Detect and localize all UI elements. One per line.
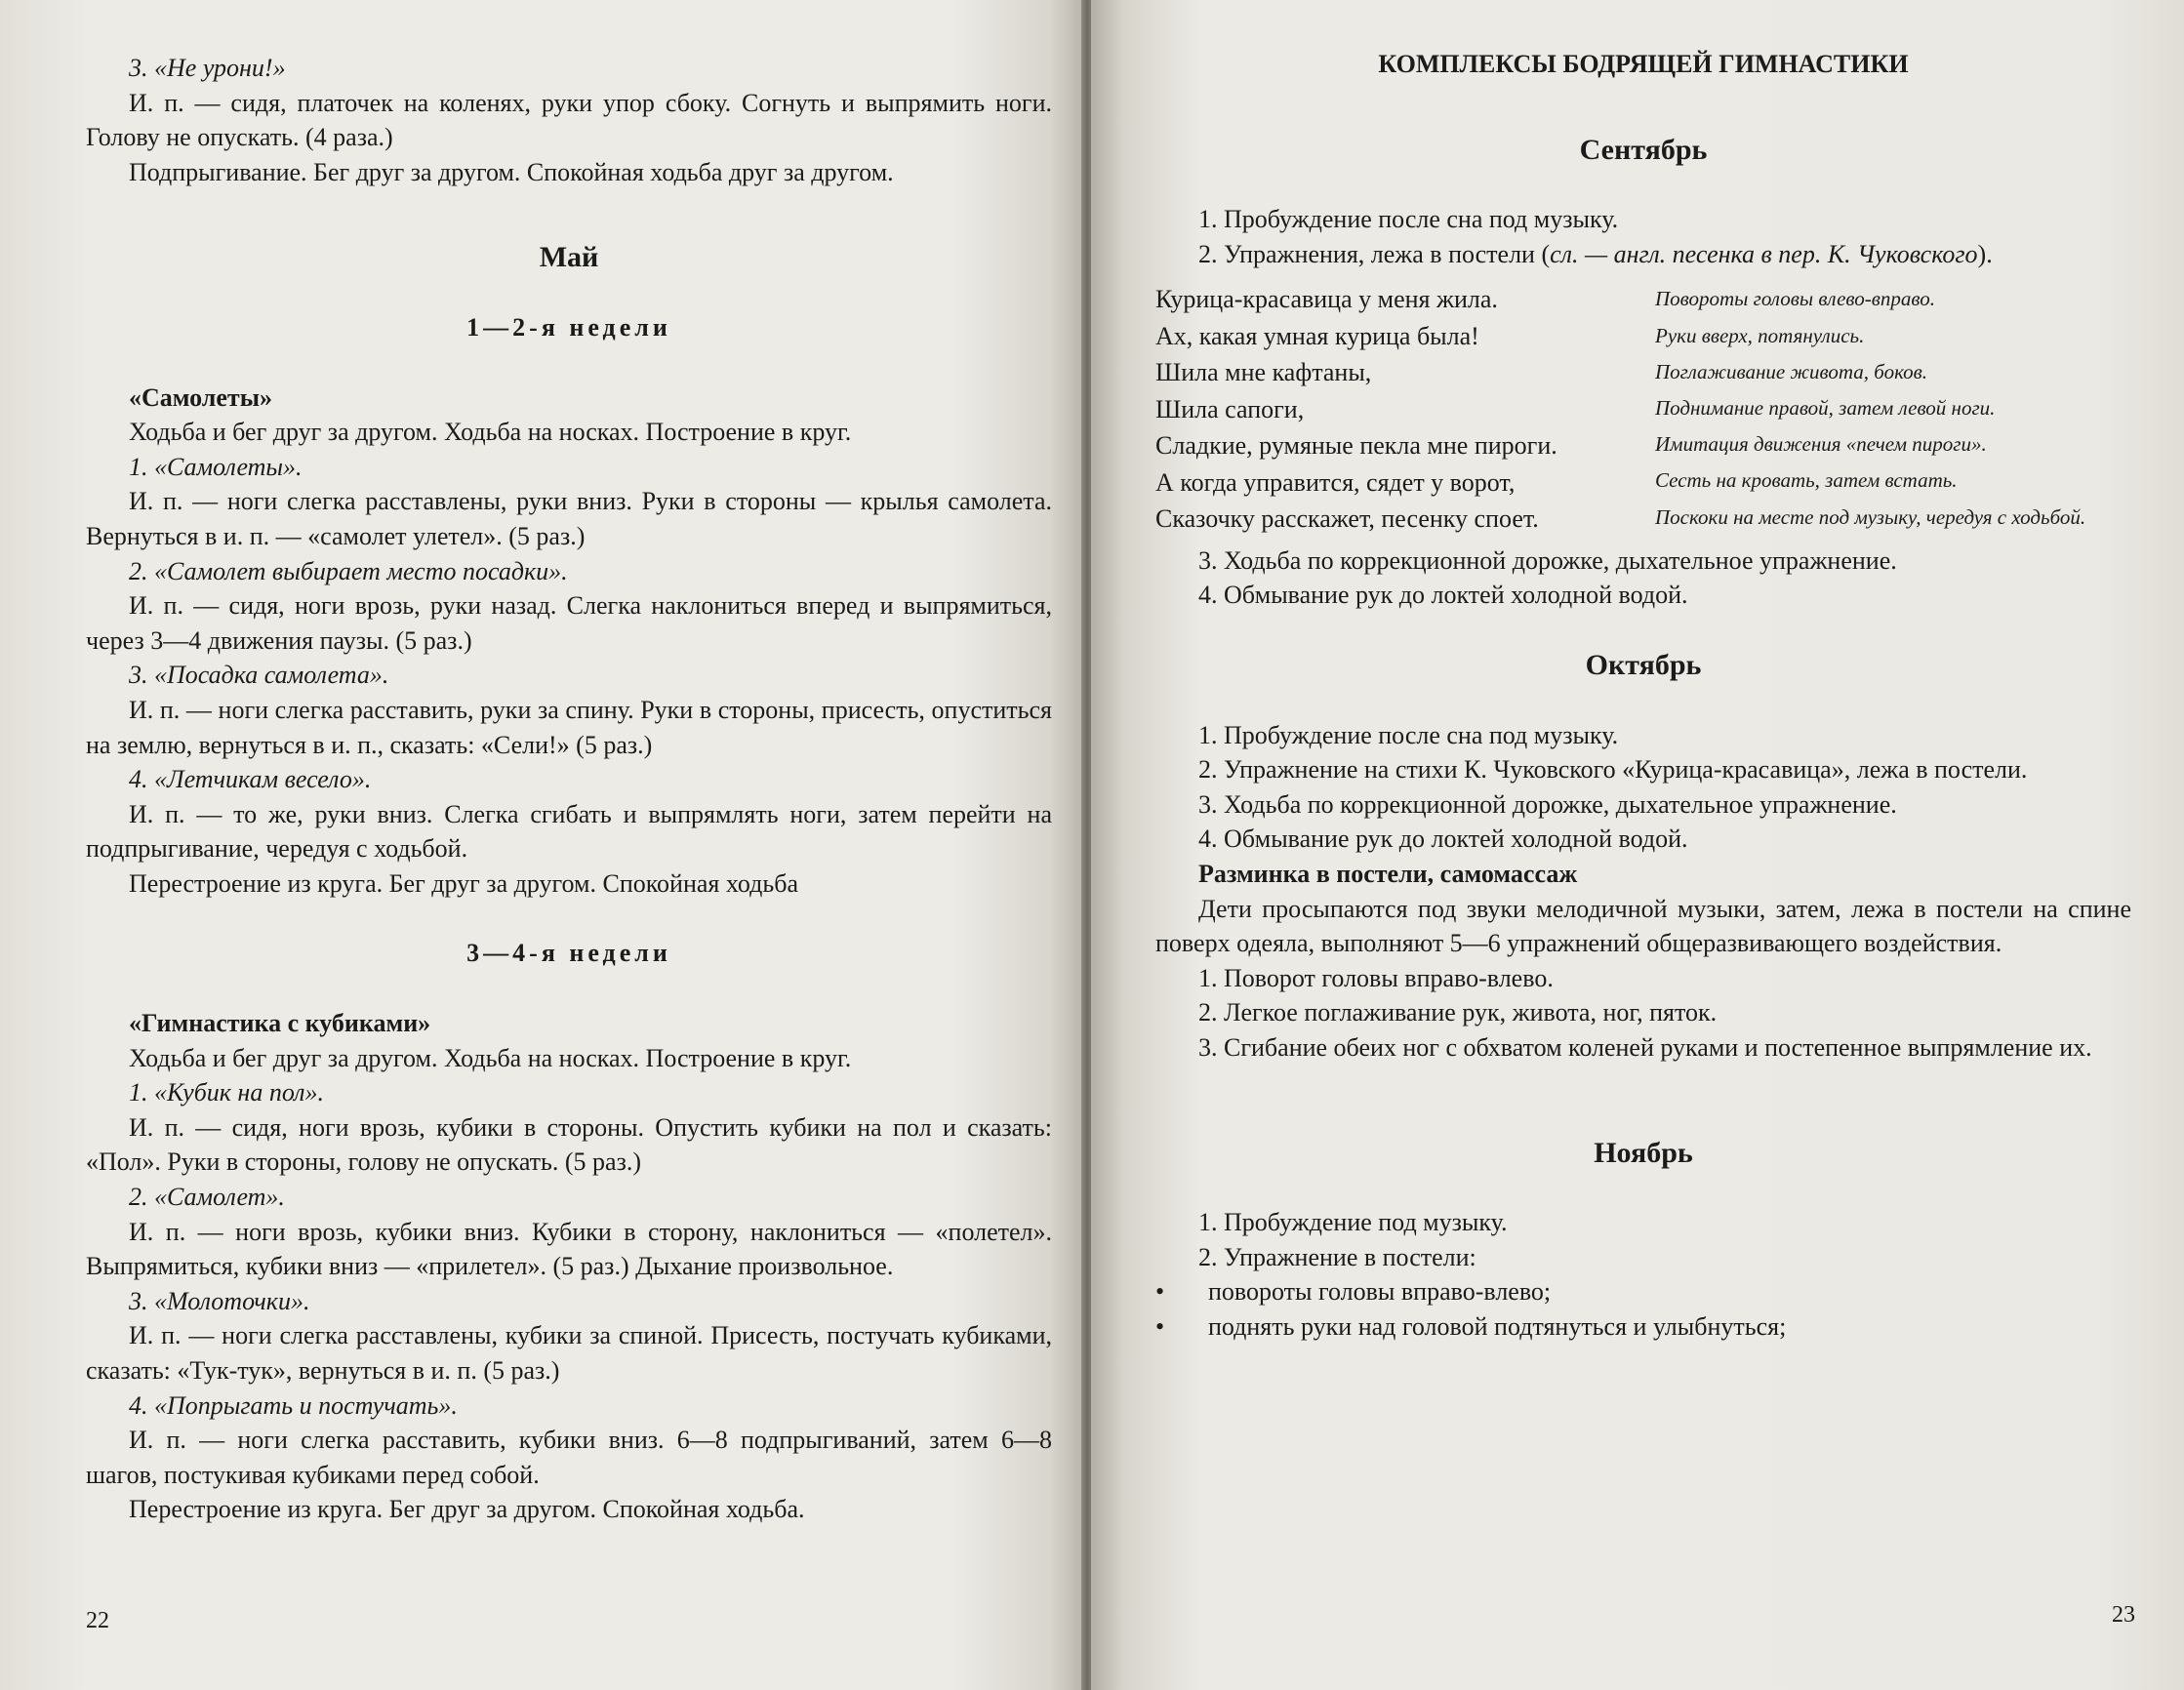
exercise-ending: Подпрыгивание. Бег друг за другом. Спокойная ходьба друг за другом. <box>129 157 894 186</box>
list-item: 2. Упражнение в постели: <box>1198 1242 1476 1271</box>
exercise-title: 4. «Попрыгать и постучать». <box>129 1390 458 1420</box>
game-ending: Перестроение из круга. Бег друг за другом. Спокойная ходьба <box>129 868 798 898</box>
poem-actions <box>1655 281 2131 538</box>
exercise-description: И. п. — то же, руки вниз. Слегка сгибать и выпрямлять ноги, затем перейти на подпрыгивание, чередуя с ходьбой. <box>86 799 1052 864</box>
bullet-icon: • <box>1155 1277 1165 1307</box>
game-intro: Ходьба и бег друг за другом. Ходьба на носках. Построение в круг. <box>129 1043 852 1072</box>
bullet-icon: • <box>1155 1311 1165 1341</box>
month-heading-may: Май <box>539 241 599 274</box>
poem-action: Сесть на кровать, затем встать. <box>1655 468 1958 493</box>
exercise-description: И. п. — ноги слегка расставлены, кубики за спиной. Присесть, постучать кубиками, сказать: «Тук-тук», вернуться в и. п. (5 раз.) <box>86 1321 1052 1385</box>
exercise-title: 3. «Посадка самолета». <box>129 661 389 690</box>
section-description: Дети просыпаются под звуки мелодичной музыки, затем, лежа в постели на спине поверх одеяла, выполняют 5—6 упражнений общеразвивающего воздействия. <box>1155 894 2131 958</box>
left-page-text <box>86 51 1052 1527</box>
exercise-title: 2. «Самолет выбирает место посадки». <box>129 556 568 585</box>
game-title: «Самолеты» <box>129 382 272 412</box>
exercise-description: И. п. — ноги врозь, кубики вниз. Кубики в сторону, наклониться — «полетел». Выпрямиться, кубики вниз — «прилетел». (5 раз.) Дыхание произвольное. <box>86 1217 1052 1281</box>
right-page <box>1091 0 2184 1690</box>
poem-action: Поднимание правой, затем левой ноги. <box>1655 395 1996 420</box>
weeks-heading: 1—2-я недели <box>466 312 671 342</box>
bullet-item <box>1155 1309 2131 1345</box>
poem-table <box>1155 281 2131 538</box>
exercise-description: И. п. — ноги слегка расставить, кубики вниз. 6—8 подпрыгиваний, затем 6—8 шагов, постукивая кубиками перед собой. <box>86 1426 1052 1489</box>
game-title: «Гимнастика с кубиками» <box>129 1009 431 1038</box>
bullet-item <box>1155 1274 2131 1309</box>
list-item: 4. Обмывание рук до локтей холодной водой. <box>1198 581 1688 610</box>
list-item: 2. Легкое поглаживание рук, живота, ног, пяток. <box>1198 998 1718 1027</box>
list-item: 1. Пробуждение после сна под музыку. <box>1198 205 1619 234</box>
list-item: 3. Ходьба по коррекционной дорожке, дыхательное упражнение. <box>1198 545 1897 575</box>
poem-action: Повороты головы влево-вправо. <box>1655 287 1935 311</box>
poem-action: Имитация движения «печем пироги». <box>1655 432 1987 457</box>
exercise-description: И. п. — ноги слегка расставить, руки за спину. Руки в стороны, присесть, опуститься на землю, вернуться в и. п., сказать: «Сели!» (5 раз.) <box>86 695 1052 759</box>
list-item: 1. Поворот головы вправо-влево. <box>1198 963 1554 992</box>
poem-lines <box>1155 281 1655 538</box>
exercise-description: И. п. — сидя, ноги врозь, кубики в стороны. Опустить кубики на пол и сказать: «Пол». Руки в стороны, голову не опускать. (5 раз.) <box>86 1112 1052 1177</box>
game-intro: Ходьба и бег друг за другом. Ходьба на носках. Построение в круг. <box>129 418 852 447</box>
exercise-description: И. п. — сидя, ноги врозь, руки назад. Слегка наклониться вперед и выпрямиться, через 3—4 движения паузы. (5 раз.) <box>86 591 1052 655</box>
list-item: 3. Сгибание обеих ног с обхватом коленей руками и постепенное выпрямление их. <box>1198 1033 2092 1062</box>
right-page-text <box>1155 47 2131 1345</box>
list-item: 1. Пробуждение под музыку. <box>1198 1208 1508 1237</box>
exercise-description: И. п. — ноги слегка расставлены, руки вниз. Руки в стороны — крылья самолета. Вернуться в и. п. — «самолет улетел». (5 раз.) <box>86 487 1052 550</box>
poem-line: Ах, какая умная курица была! <box>1155 321 1479 350</box>
list-item: 2. Упражнение на стихи К. Чуковского «Курица-красавица», лежа в постели. <box>1198 755 2028 785</box>
bullet-text: поднять руки над головой подтянуться и улыбнуться; <box>1208 1311 1787 1341</box>
list-item: 3. Ходьба по коррекционной дорожке, дыхательное упражнение. <box>1198 789 1897 819</box>
exercise-title: 1. «Самолеты». <box>129 452 303 481</box>
weeks-heading: 3—4-я недели <box>466 939 671 968</box>
list-item: 2. Упражнения, лежа в постели (сл. — англ. песенка в пер. К. Чуковского). <box>1198 239 1993 268</box>
poem-line: Шила мне кафтаны, <box>1155 358 1372 387</box>
month-heading-november: Ноябрь <box>1594 1136 1693 1169</box>
bullet-text: повороты головы вправо-влево; <box>1208 1277 1552 1307</box>
poem-line: Сладкие, румяные пекла мне пироги. <box>1155 431 1557 461</box>
page-number-right: 23 <box>2112 1602 2135 1628</box>
list-item: 4. Обмывание рук до локтей холодной водой. <box>1198 825 1688 854</box>
month-heading-september: Сентябрь <box>1579 133 1708 166</box>
left-page <box>0 0 1083 1690</box>
game-ending: Перестроение из круга. Бег друг за другом. Спокойная ходьба. <box>129 1495 805 1524</box>
poem-line: Сказочку расскажет, песенку споет. <box>1155 504 1539 534</box>
exercise-title: 4. «Летчикам весело». <box>129 765 372 794</box>
exercise-title: 3. «Не урони!» <box>129 54 286 82</box>
page-heading: КОМПЛЕКСЫ БОДРЯЩЕЙ ГИМНАСТИКИ <box>1378 50 1909 78</box>
poem-line: Шила сапоги, <box>1155 394 1305 423</box>
exercise-title: 3. «Молоточки». <box>129 1286 310 1315</box>
page-number-left: 22 <box>86 1608 109 1633</box>
exercise-title: 1. «Кубик на пол». <box>129 1078 325 1107</box>
section-subheading: Разминка в постели, самомассаж <box>1198 860 1578 889</box>
poem-line: Курица-красавица у меня жила. <box>1155 285 1498 314</box>
poem-line: А когда управится, сядет у ворот, <box>1155 467 1516 497</box>
exercise-description: И. п. — сидя, платочек на коленях, руки упор сбоку. Согнуть и выпрямить ноги. Голову не опускать. (4 раза.) <box>86 88 1052 152</box>
month-heading-october: Октябрь <box>1585 649 1702 682</box>
poem-action: Руки вверх, потянулись. <box>1655 323 1865 347</box>
exercise-title: 2. «Самолет». <box>129 1183 285 1212</box>
list-item: 1. Пробуждение после сна под музыку. <box>1198 720 1619 749</box>
poem-action: Поскоки на месте под музыку, чередуя с ходьбой. <box>1655 504 2086 529</box>
bullet-list <box>1155 1274 2131 1344</box>
poem-action: Поглаживание живота, боков. <box>1655 359 1927 383</box>
